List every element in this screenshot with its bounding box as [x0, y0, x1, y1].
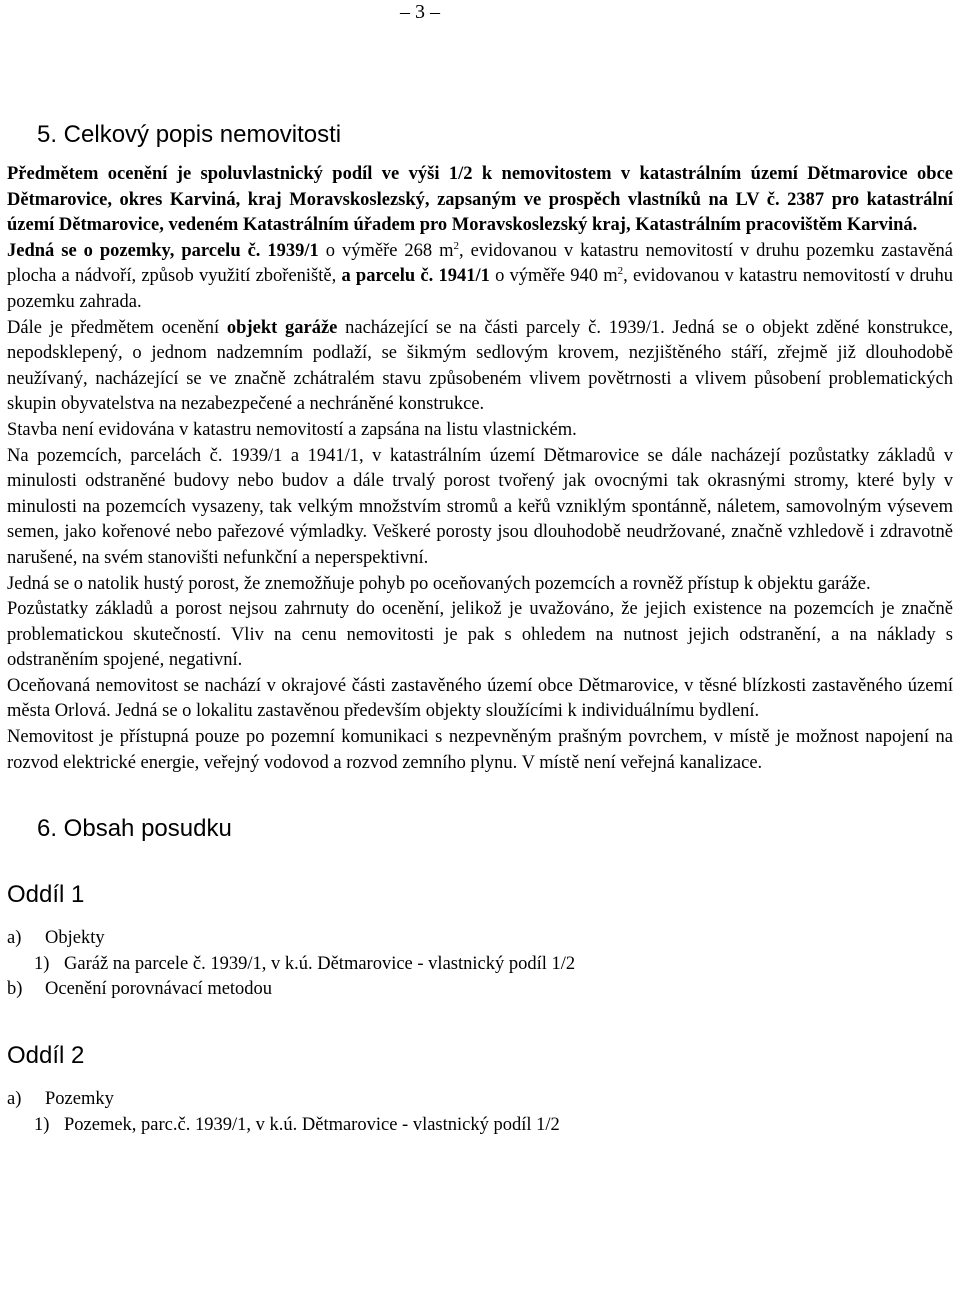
- list-item-text: Pozemky: [45, 1089, 114, 1110]
- list-item: [7, 926, 953, 952]
- list-item: [7, 1087, 953, 1113]
- dense-growth-paragraph: Jedná se o natolik hustý porost, že znemožňuje pohyb po oceňovaných pozemcích a rovněž přístup k objektu garáže.: [7, 573, 871, 594]
- access-paragraph: Nemovitost je přístupná pouze po pozemní komunikaci s nezpevněným prašným povrchem, v místě je možnost napojení na rozvod elektrické energie, veřejný vodovod a rozvod zemního plynu. V místě není veřejná kanalizace.: [7, 727, 953, 773]
- intro-bold-2: 2387 pro katastrální území Dětmarovice, vedeném Katastrálním úřadem pro Moravskoslezský kraj, Katastrálním pracovištěm Karviná.: [7, 189, 953, 236]
- garage-text-2: nacházející se na části parcely č. 1939/1. Jedná se o objekt zděné konstrukce, nepodsklepený, o jednom nadzemním podlaží, se šikmým sedlovým krovem, nezjištěného stáří, zřejmě již dlouhodobě neužívaný, nacházející se ve značně zchátralém stavu způsobeném vlivem povětrnosti a vlivem působení problematických skupin obyvatelstva na nezabezpečené a nechráněné konstrukce.: [7, 317, 954, 415]
- land-text-3: o výměře 940 m: [489, 266, 618, 287]
- list-label: 1): [34, 953, 50, 974]
- garage-paragraph: [7, 316, 953, 418]
- oddil-2-heading: Oddíl 2: [7, 1042, 85, 1070]
- land-text-2: , evidovanou v katastru nemovitostí v druhu pozemku zastavěná plocha a nádvoří, způsob využití zbořeniště,: [7, 240, 953, 287]
- land-text-4: , evidovanou v katastru nemovitostí v druhu pozemku zahrada.: [7, 266, 953, 312]
- document-body: [7, 120, 953, 1138]
- intro-bold-1: Předmětem ocenění je spoluvlastnický podíl ve výši 1/2 k nemovitostem v katastrálním území Dětmarovice obce Dětmarovice, okres Karviná, kraj Moravskoslezský, zapsaným ve prospěch vlastníků na LV č.: [7, 164, 953, 210]
- land-text-1: o výměře 268 m: [318, 240, 454, 261]
- list-item-text: Ocenění porovnávací metodou: [45, 979, 273, 1000]
- intro-paragraph: [7, 162, 953, 239]
- section-5-heading: 5. Celkový popis nemovitosti: [37, 121, 342, 148]
- registry-paragraph: Stavba není evidována v katastru nemovitostí a zapsána na listu vlastnickém.: [7, 419, 577, 440]
- list-label: a): [7, 928, 22, 949]
- garage-bold: objekt garáže: [226, 317, 338, 338]
- section-6-heading: 6. Obsah posudku: [37, 815, 232, 843]
- land-paragraph: [7, 239, 953, 316]
- list-item: [7, 952, 953, 978]
- land-bold-2: 1939/1: [260, 240, 319, 261]
- excluded-paragraph: Pozůstatky základů a porost nejsou zahrnuty do ocenění, jelikož je uvažováno, že jejich existence na pozemcích je značně problematickou skutečností. Vliv na cenu nemovitosti je pak s ohledem na nutnost jejich odstranění, a na náklady s odstraněním spojené, negativní.: [7, 599, 953, 671]
- remnants-paragraph: Na pozemcích, parcelách č. 1939/1 a 1941/1, v katastrálním území Dětmarovice se dále nacházejí pozůstatky základů v minulosti odstraněné budovy nebo budov a dále trvalý porost tvořený jak ovocnými tak okrasnými stromy, které byly v minulosti na pozemcích vysazeny, tak velkým množstvím stromů a keřů vzniklým spontánně, náletem, samovolným výsevem semen, jako kořenové nebo pařezové výmladky. Veškeré porosty jsou dlouhodobě neudržované, značně vzhledově i zdravotně narušené, na svém stanovišti nefunkční a neperspektivní.: [7, 445, 953, 568]
- list-item-text: Objekty: [45, 928, 105, 949]
- list-label: a): [7, 1089, 22, 1110]
- land-sup-1: 2: [453, 239, 460, 252]
- oddil-1-list: [7, 926, 953, 1003]
- location-paragraph: Oceňovaná nemovitost se nachází v okrajové části zastavěného území obce Dětmarovice, v těsné blízkosti zastavěného území města Orlová. Jedná se o lokalitu zastavěnou především objekty sloužícími k individuálnímu bydlení.: [7, 675, 953, 722]
- list-label: b): [7, 979, 23, 1000]
- list-item-text: Garáž na parcele č. 1939/1, v k.ú. Dětmarovice - vlastnický podíl 1/2: [64, 953, 576, 974]
- page-number: – 3 –: [400, 1, 440, 23]
- list-item: [7, 977, 953, 1003]
- oddil-2-list: [7, 1087, 953, 1138]
- land-bold-3: a parcelu č. 1941/1: [341, 266, 490, 287]
- list-label: 1): [34, 1114, 50, 1135]
- oddil-1-heading: Oddíl 1: [7, 881, 85, 909]
- land-bold-1: Jedná se o pozemky, parcelu č.: [7, 240, 261, 261]
- list-item-text: Pozemek, parc.č. 1939/1, v k.ú. Dětmarovice - vlastnický podíl 1/2: [64, 1114, 560, 1135]
- land-sup-2: 2: [617, 265, 624, 278]
- garage-text-1: Dále je předmětem ocenění: [7, 317, 227, 338]
- list-item: [7, 1113, 953, 1139]
